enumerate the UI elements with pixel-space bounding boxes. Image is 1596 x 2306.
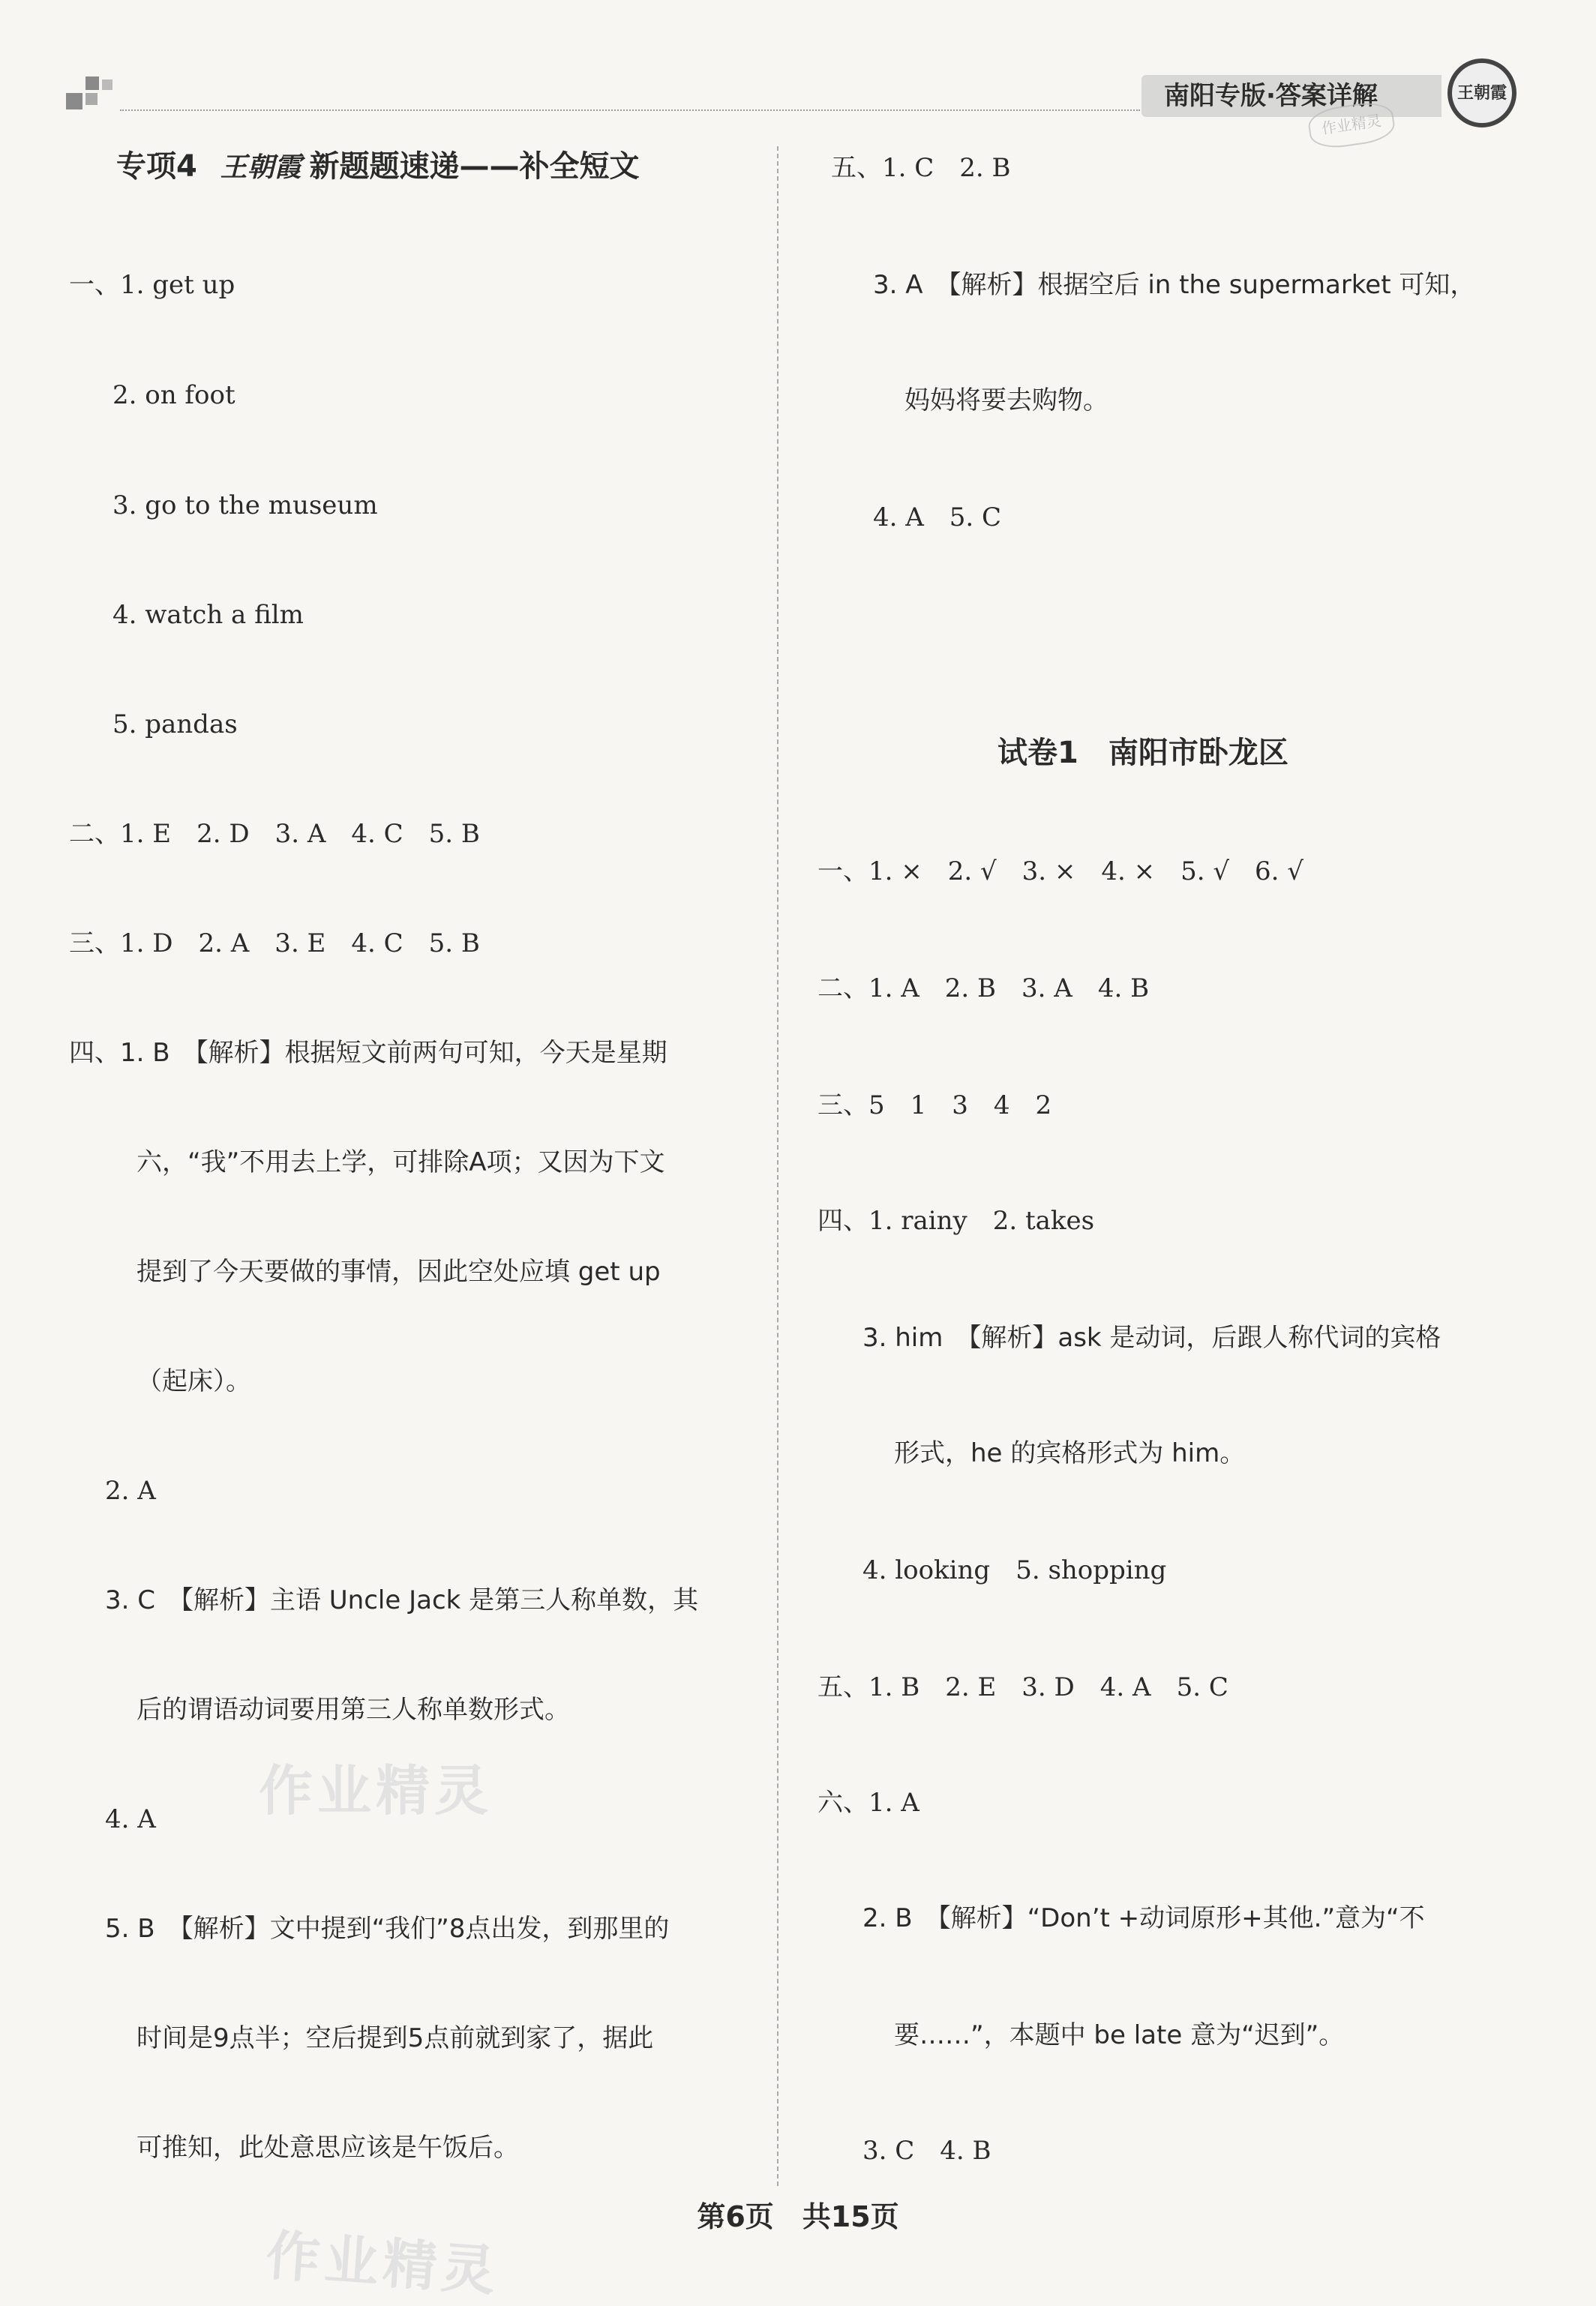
answer-line: 3. C 【解析】主语 Uncle Jack 是第三人称单数，其 [105,1585,699,1615]
answer-line: 二、1. E 2. D 3. A 4. C 5. B [69,819,480,849]
answer-line: 四、1. B 【解析】根据短文前两句可知，今天是星期 [69,1038,668,1068]
answer-line: 2. B 【解析】“Don’t +动词原形+其他.”意为“不 [862,1903,1425,1933]
answer-line: 4. watch a film [112,600,304,630]
header-stamp: 作业精灵 [1306,99,1396,151]
answer-line: 4. looking 5. shopping [862,1555,1167,1585]
answer-line: 4. A [105,1804,156,1834]
corner-squares-decoration [66,72,118,114]
answer-line: 2. A [105,1476,156,1506]
answer-line: 提到了今天要做的事情，因此空处应填 get up [136,1257,661,1287]
answer-line: 后的谓语动词要用第三人称单数形式。 [136,1695,570,1725]
answer-line: 2. on foot [112,380,236,410]
answer-line: 五、1. C 2. B [831,153,1011,183]
answer-line: 三、5 1 3 4 2 [818,1090,1052,1120]
answer-line: 六，“我”不用去上学，可排除A项；又因为下文 [136,1147,665,1177]
answer-line: 四、1. rainy 2. takes [818,1206,1095,1236]
header-dotted-rule [120,109,1140,111]
answer-line: 3. C 4. B [862,2136,992,2166]
answer-line: 5. B 【解析】文中提到“我们”8点出发，到那里的 [105,1914,670,1944]
answer-line: （起床）。 [136,1366,251,1396]
answer-line: 时间是9点半；空后提到5点前就到家了，据此 [136,2023,654,2053]
answer-line: 4. A 5. C [873,502,1002,532]
answer-line: 5. pandas [112,709,238,739]
answer-line: 形式，he 的宾格形式为 him。 [894,1438,1246,1468]
watermark: 作业精灵 [264,2224,502,2303]
answer-line: 3. go to the museum [112,490,378,520]
answer-line: 一、1. × 2. √ 3. × 4. × 5. √ 6. √ [818,856,1304,886]
answer-line: 一、1. get up [69,270,236,300]
answer-line: 3. him 【解析】ask 是动词，后跟人称代词的宾格 [862,1323,1442,1353]
answer-line: 六、1. A [818,1788,920,1818]
watermark: 作业精灵 [259,1759,494,1822]
section-title-left: 专项4 王朝霞 新题题速递——补全短文 [116,149,640,184]
answer-line: 可推知，此处意思应该是午饭后。 [136,2133,519,2163]
answer-line: 要……”，本题中 be late 意为“迟到”。 [894,2020,1345,2050]
publisher-logo: 王朝霞 [1448,58,1516,127]
column-divider [777,146,778,2186]
answer-line: 五、1. B 2. E 3. D 4. A 5. C [818,1672,1228,1702]
answer-line: 三、1. D 2. A 3. E 4. C 5. B [69,928,480,958]
brand-logo-text: 王朝霞 [220,151,302,183]
section-title-right: 试卷1 南阳市卧龙区 [998,736,1288,770]
page-number-footer: 第6页 共15页 [697,2200,899,2233]
header-edition-tab: 南阳专版·答案详解 [1142,75,1442,117]
answer-line: 妈妈将要去购物。 [904,385,1108,415]
answer-line: 3. A 【解析】根据空后 in the supermarket 可知， [873,270,1476,300]
answer-line: 二、1. A 2. B 3. A 4. B [818,973,1150,1003]
